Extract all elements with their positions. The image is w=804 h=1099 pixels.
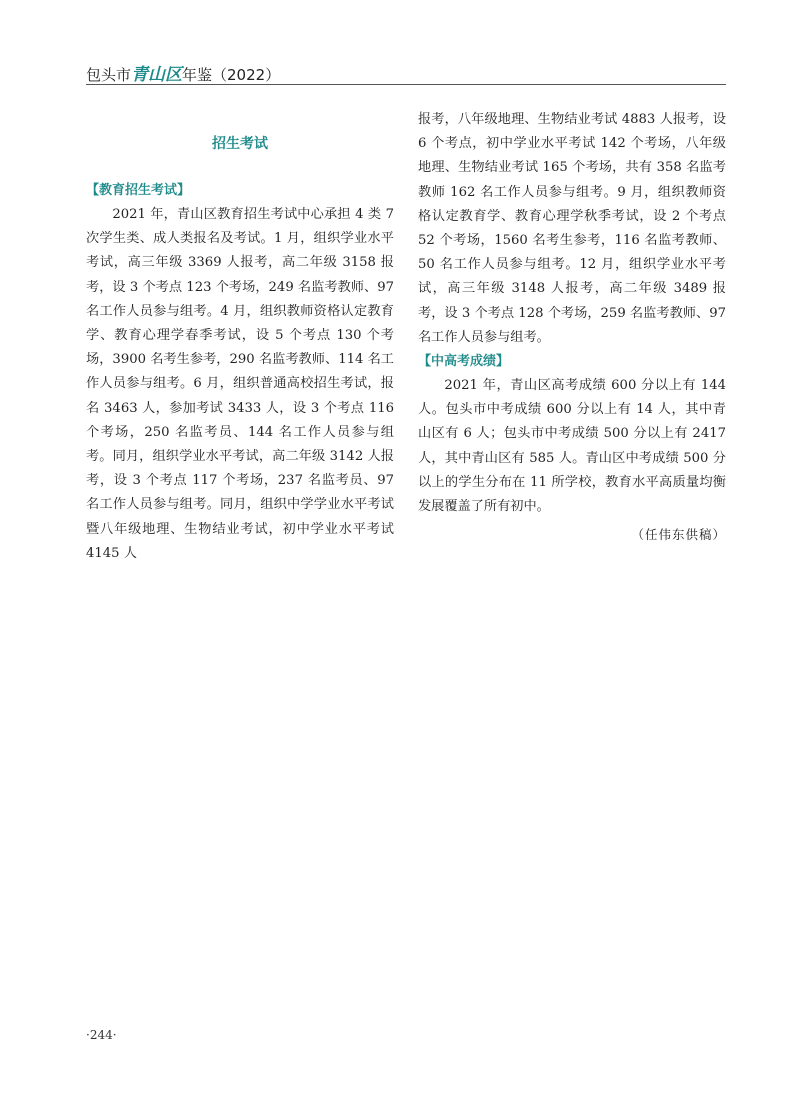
left-column bbox=[86, 108, 394, 566]
paragraph-continuation: 报考，八年级地理、生物结业考试 4883 人报考，设 6 个考点，初中学业水平考试 142 个考场，八年级地理、生物结业考试 165 个考场，共有 358 名监考教师 162 名工作人员参与组考。9 月，组织教师资格认定教育学、教育心理学秋季考试，设 2 个考点 52 个考场，1560 名考生参考，116 名监考教师、50 名工作人员参与组考。12 月，组织学业水平考试，高三年级 3148 人报考，高二年级 3489 报考，设 3 个考点 128 个考场，259 名监考教师、97 名工作人员参与组考。 bbox=[418, 112, 726, 345]
paragraph-exam-results: 2021 年，青山区高考成绩 600 分以上有 144 人。包头市中考成绩 600 分以上有 14 人，其中青山区有 6 人；包头市中考成绩 500 分以上有 2417 人，其中青山区有 585 人。青山区中考成绩 500 分以上的学生分布在 11 所学校，教育水平高质量均衡发展覆盖了所有初中。 bbox=[418, 378, 726, 515]
subhead-enrollment-exams: 【教育招生考试】 bbox=[86, 183, 191, 198]
header-title bbox=[86, 60, 280, 85]
running-header bbox=[86, 58, 726, 84]
subhead-exam-results: 【中高考成绩】 bbox=[418, 354, 510, 370]
header-district: 青山区 bbox=[131, 65, 183, 85]
header-prefix: 包头市 bbox=[86, 66, 132, 84]
author-credit: （任伟东供稿） bbox=[631, 527, 726, 543]
paragraph-enrollment-exams: 2021 年，青山区教育招生考试中心承担 4 类 7 次学生类、成人类报名及考试。1 月，组织学业水平考试，高三年级 3369 人报考，高二年级 3158 报考，设 3 个考点 123 个考场，249 名监考教师、97 名工作人员参与组考。4 月，组织教师资格认定教育学、教育心理学春季考试，设 5 个考点 130 个考场，3900 名考生参考，290 名监考教师、114 名工作人员参与组考。6 月，组织普通高校招生考试，报名 3463 人，参加考试 3433 人，设 3 个考点 116 个考场，250 名监考员、144 名工作人员参与组考。同月，组织学业水平考试，高二年级 3142 人报考，设 3 个考点 117 个考场，237 名监考员、97 名工作人员参与组考。同月，组织中学学业水平考试暨八年级地理、生物结业考试，初中学业水平考试 4145 人 bbox=[86, 207, 394, 561]
header-rule bbox=[86, 84, 726, 85]
section-title: 招生考试 bbox=[212, 136, 268, 152]
page-number: ·244· bbox=[86, 1028, 117, 1042]
right-column bbox=[418, 108, 726, 547]
header-suffix: 年鉴（2022） bbox=[182, 66, 281, 84]
